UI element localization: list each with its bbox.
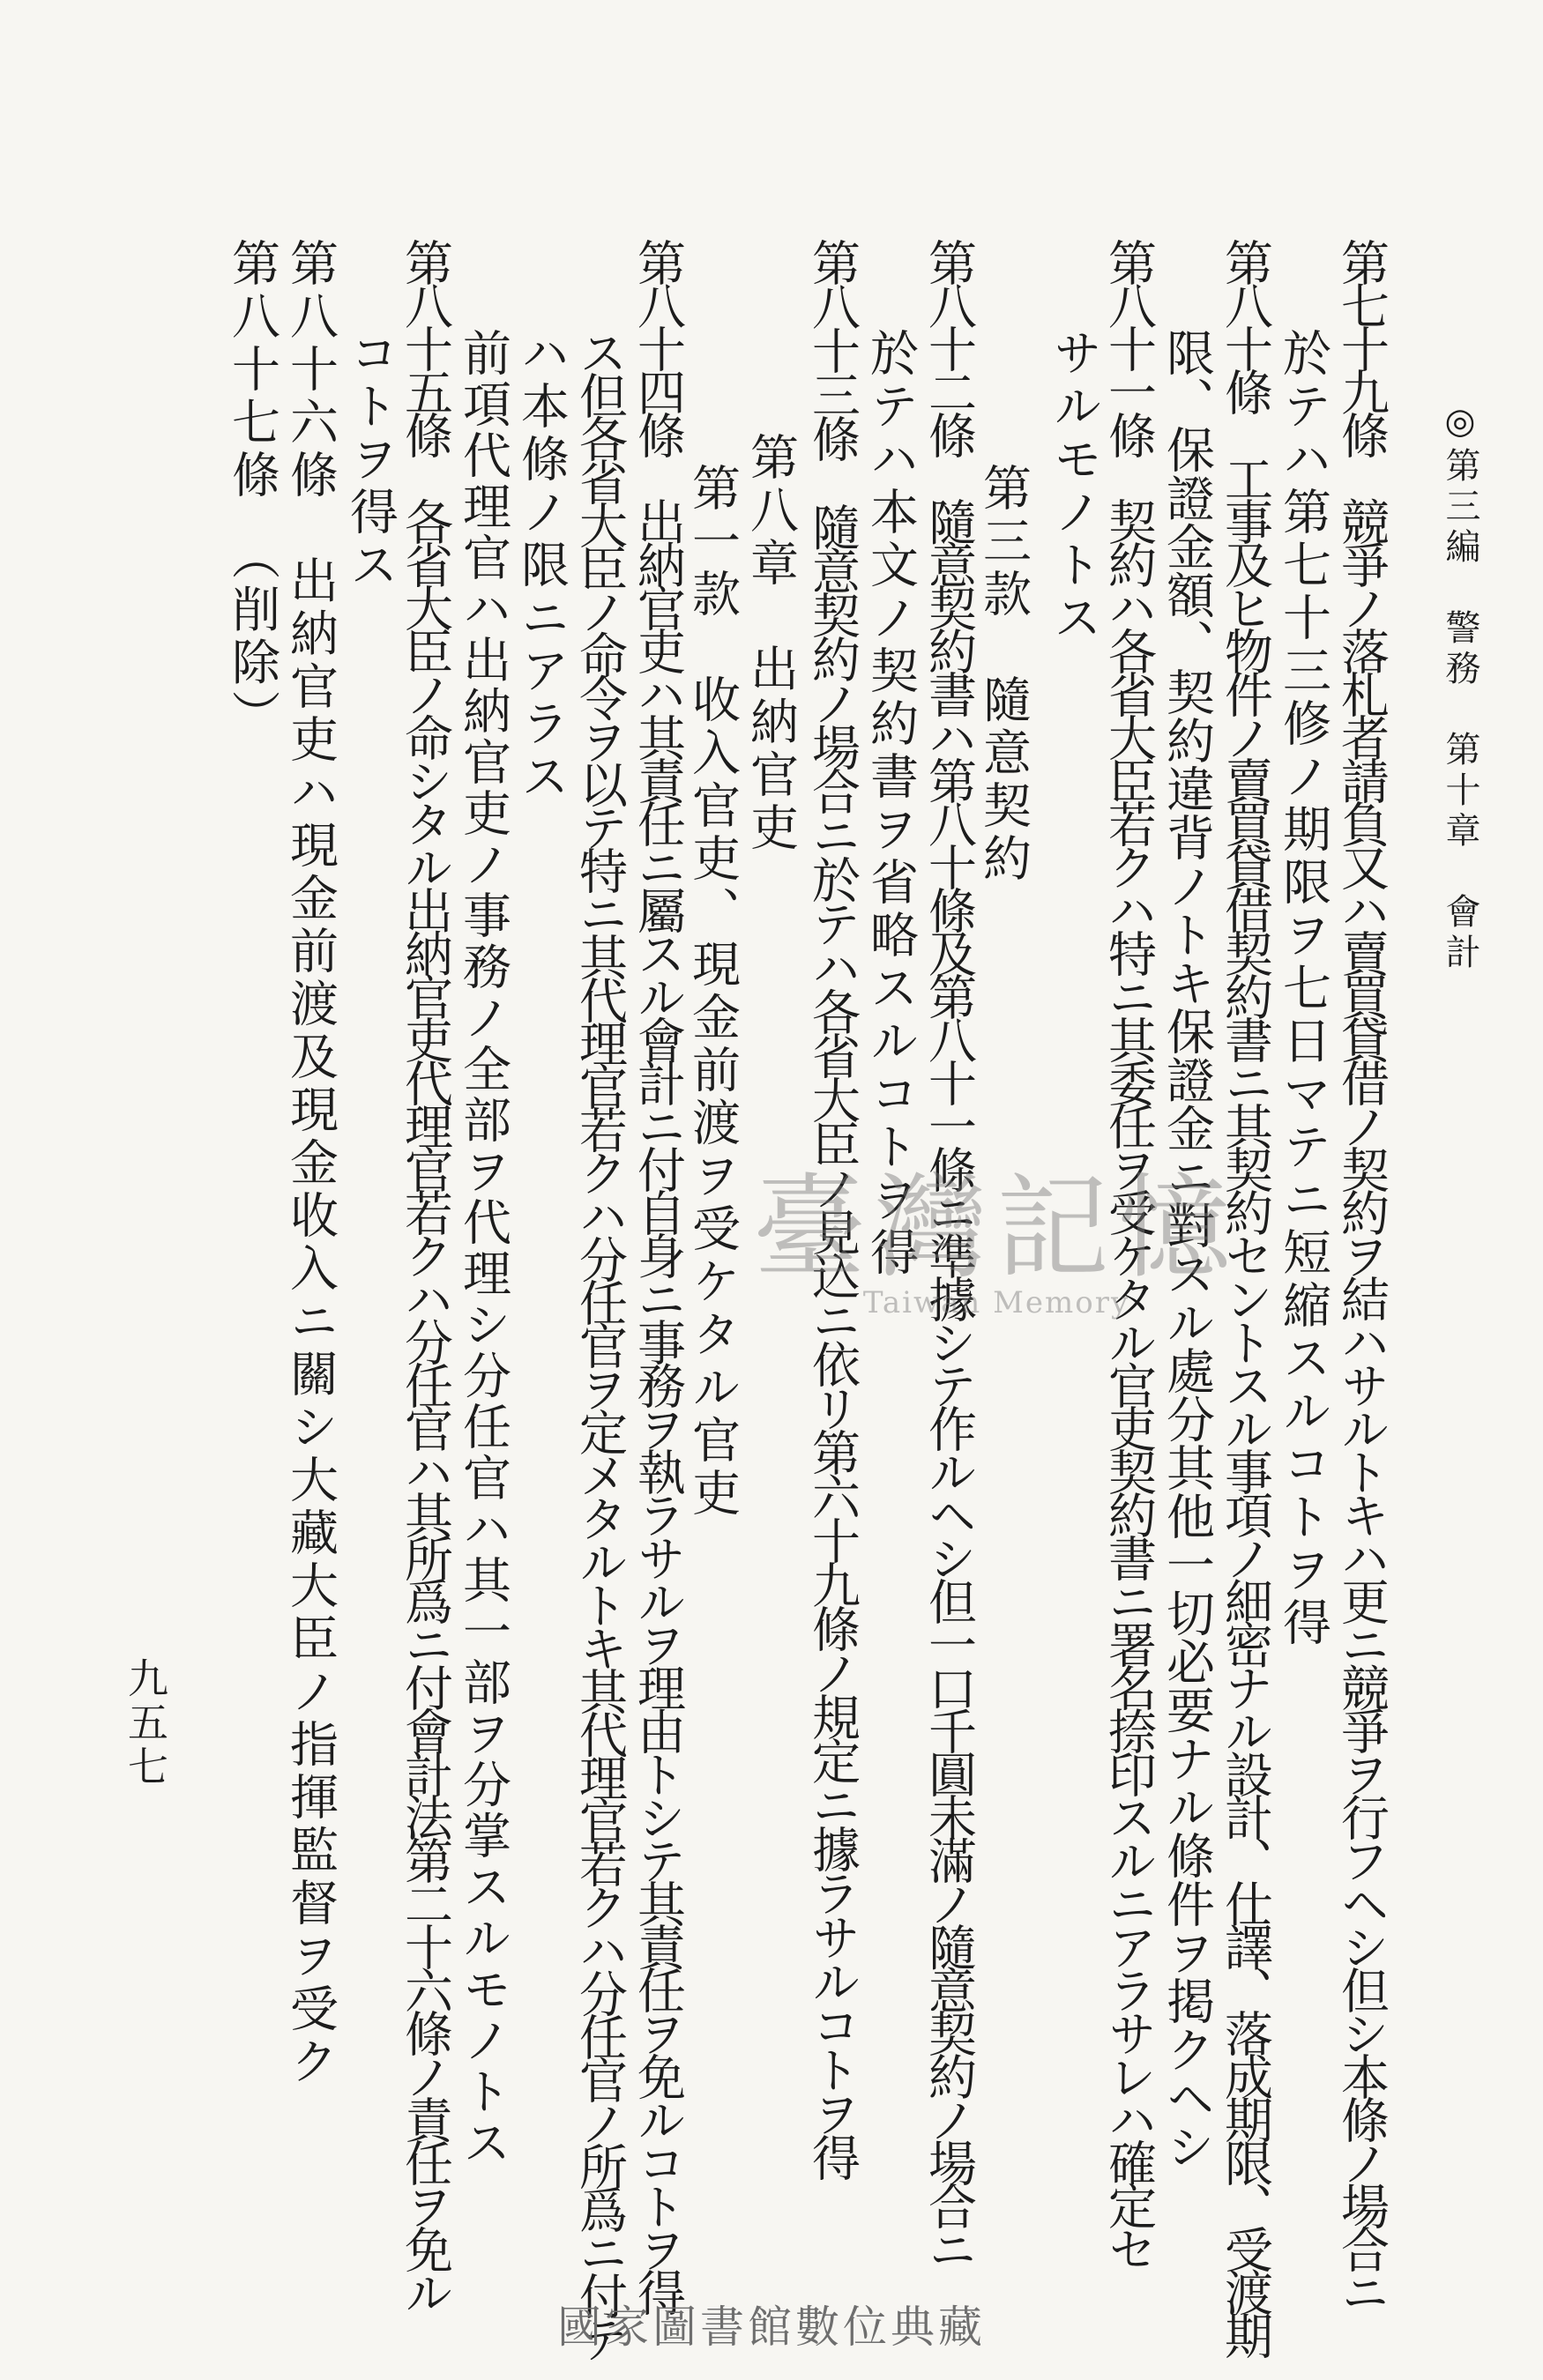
- body-column-10: 第八十三條 隨意契約ノ場合ニ於テハ各省大臣ノ見込ニ依リ第六十九條ノ規定ニ據ラサルコトヲ得: [804, 238, 861, 2177]
- body-column-15: ハ本條ノ限ニアラス: [513, 328, 570, 804]
- watermark-sub: Taiwan Memory: [862, 1285, 1130, 1320]
- watermark: [749, 1163, 1243, 1320]
- body-column-9: 於テハ本文ノ契約書ヲ省略スルコトヲ得: [862, 328, 919, 1280]
- body-column-1: 第七十九條 競爭ノ落札者請負又ハ賣買貸借ノ契約ヲ結ハサルトキハ更ニ競爭ヲ行フヘシ但シ本條ノ場合ニ: [1333, 238, 1390, 2311]
- body-column-8: 第八十二條 隨意契約書ハ第八十條及第八十一條ニ準據シテ作ルヘシ但一口千圓未滿ノ隨意契約ノ場合ニ: [921, 238, 977, 2268]
- watermark-main: 臺灣記憶: [752, 1163, 1240, 1294]
- body-column-4: 限、保證金額、契約違背ノトキ保證金ニ對スル處分其他一切必要ナル條件ヲ掲クヘシ: [1159, 328, 1215, 2170]
- body-column-3: 第八十條 工事及ヒ物件ノ賣買貸借契約書ニ其契約セントスル事項ノ細密ナル設計、仕譯、落成期限、受渡期: [1217, 238, 1273, 2354]
- section-heading-zuii-keiyaku: 第三款 隨意契約: [975, 463, 1032, 886]
- body-column-6: サルモノトス: [1046, 328, 1102, 645]
- running-header: ◎第三編 警務 第十章 會計: [1440, 401, 1480, 974]
- footer-credit: 國家圖書館數位典藏: [557, 2302, 986, 2353]
- body-column-16: 前項代理官ハ出納官吏ノ事務ノ全部ヲ代理シ分任官ハ其一部ヲ分掌スルモノトス: [455, 328, 511, 2168]
- chapter-heading: 第八章 出納官吏: [742, 432, 799, 855]
- page-number: 九五七: [122, 1657, 169, 1789]
- body-column-5: 第八十一條 契約ハ各省大臣若クハ特ニ其委任ヲ受ケタル官吏契約書ニ署名捺印スルニアラサレハ確定セ: [1100, 238, 1157, 2268]
- body-column-2: 於テハ第七十三修ノ期限ヲ七日マテニ短縮スルコトヲ得: [1275, 328, 1331, 1650]
- body-column-19: 第八十六條 出納官吏ハ現金前渡及現金收入ニ關シ大藏大臣ノ指揮監督ヲ受ク: [282, 238, 339, 2089]
- body-column-13: 第八十四條 出納官吏ハ其責任ニ屬スル會計ニ付自身ニ事務ヲ執ラサルヲ理由トシテ其責任ヲ免ルコトヲ得: [630, 238, 686, 2311]
- body-column-14: ス但各省大臣ノ命令ヲ以テ特ニ其代理官若クハ分任官ヲ定メタルトキ其代理官若クハ分任官ノ所爲ニ付テ: [571, 328, 628, 2358]
- body-column-17: 第八十五條 各省大臣ノ命シタル出納官吏代理官若クハ分任官ハ其所爲ニ付會計法第二十六條ノ責任ヲ免ル: [397, 238, 453, 2311]
- body-column-20: 第八十七條 （削除）: [224, 238, 280, 743]
- body-column-18: コトヲ得ス: [342, 328, 399, 592]
- section-heading-shunyu-kanri: 第一款 收入官吏、現金前渡ヲ受ケタル官吏: [684, 463, 741, 1521]
